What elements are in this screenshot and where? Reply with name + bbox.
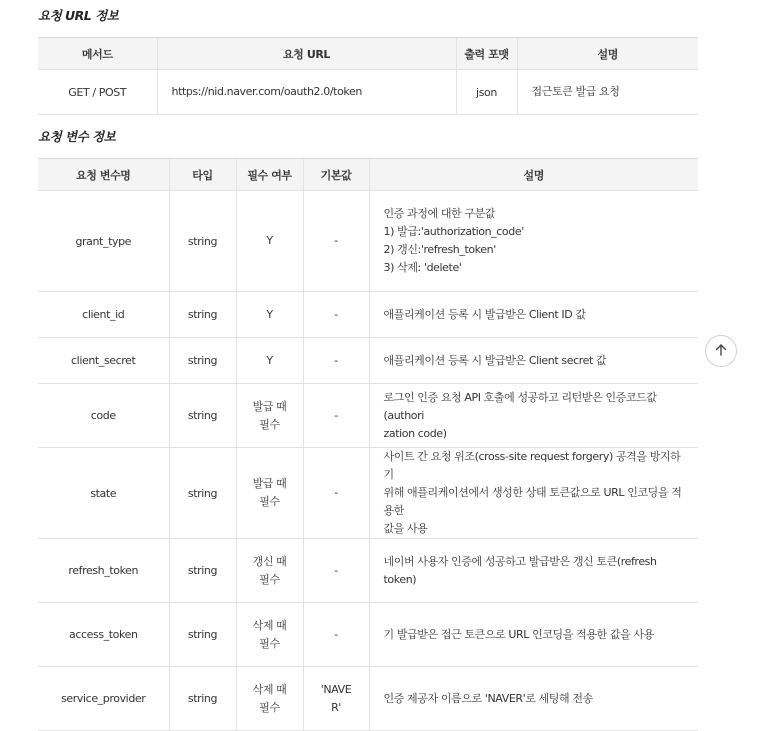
description-cell-line: 2) 갱신:'refresh_token' — [383, 243, 496, 256]
arrow-up-icon — [714, 342, 728, 361]
param-name-cell: grant_type — [38, 191, 169, 292]
default-cell — [303, 338, 369, 384]
description-cell-line: 인증 과정에 대한 구분값 — [383, 207, 496, 220]
required-cell — [236, 338, 303, 384]
param-table — [38, 158, 698, 731]
description-cell-line: 인증 제공자 이름으로 'NAVER'로 세팅해 전송 — [383, 691, 593, 705]
col-desc: 설명 — [517, 38, 698, 70]
required-cell-line: 발급 때 — [252, 477, 287, 490]
description-cell-line: 1) 발급:'authorization_code' — [383, 225, 524, 238]
param-name-cell: client_secret — [38, 338, 169, 384]
method-cell: GET / POST — [38, 70, 157, 115]
description-cell — [369, 292, 698, 338]
col-format: 출력 포맷 — [456, 38, 517, 70]
required-cell-line: 필수 — [259, 636, 280, 650]
required-cell-line: 필수 — [259, 700, 280, 714]
default-cell-line: R' — [331, 700, 341, 714]
required-cell — [236, 667, 303, 731]
url-table — [38, 37, 698, 115]
description-cell-line: 3) 삭제: 'delete' — [383, 261, 462, 274]
required-cell-line: 갱신 때 — [252, 554, 287, 568]
col-default: 기본값 — [303, 159, 369, 191]
description-cell-line: 애플리케이션 등록 시 발급받은 Client secret 값 — [383, 353, 607, 367]
required-cell-line: 필수 — [259, 417, 280, 431]
url-section-title: 요청 URL 정보 — [38, 8, 119, 23]
required-cell-line: Y — [266, 234, 273, 247]
default-cell — [303, 448, 369, 539]
col-param-name: 요청 변수명 — [38, 159, 169, 191]
type-cell: string — [169, 448, 236, 539]
format-cell: json — [456, 70, 517, 115]
param-name-cell: access_token — [38, 603, 169, 667]
table-row — [38, 667, 698, 731]
default-cell-line: - — [334, 408, 338, 422]
col-description: 설명 — [369, 159, 698, 191]
type-cell: string — [169, 384, 236, 448]
default-cell — [303, 191, 369, 292]
param-name-cell: service_provider — [38, 667, 169, 731]
required-cell — [236, 603, 303, 667]
default-cell-line: - — [334, 486, 338, 499]
required-cell — [236, 384, 303, 448]
desc-cell: 접근토큰 발급 요청 — [517, 70, 698, 115]
type-cell: string — [169, 338, 236, 384]
description-cell-line: 값을 사용 — [383, 522, 428, 535]
description-cell — [369, 191, 698, 292]
default-cell-line: 'NAVE — [320, 682, 352, 696]
description-cell — [369, 603, 698, 667]
default-cell — [303, 667, 369, 731]
description-cell-line: 기 발급받은 접근 토큰으로 URL 인코딩을 적용한 값을 사용 — [383, 627, 654, 641]
required-cell-line: 필수 — [259, 572, 280, 586]
param-name-cell: code — [38, 384, 169, 448]
required-cell — [236, 191, 303, 292]
default-cell-line: - — [334, 307, 338, 321]
required-cell-line: 삭제 때 — [252, 618, 287, 632]
description-cell-line: 위해 애플리케이션에서 생성한 상태 토큰값으로 URL 인코딩을 적용한 — [383, 486, 682, 517]
col-method: 메서드 — [38, 38, 157, 70]
required-cell-line: 발급 때 — [252, 399, 287, 413]
default-cell-line: - — [334, 234, 338, 247]
table-row — [38, 603, 698, 667]
required-cell-line: 삭제 때 — [252, 682, 287, 696]
type-cell: string — [169, 191, 236, 292]
required-cell — [236, 292, 303, 338]
description-cell — [369, 338, 698, 384]
description-cell-line: 로그인 인증 요청 API 호출에 성공하고 리턴받은 인증코드값 (authori — [383, 390, 657, 422]
param-name-cell: state — [38, 448, 169, 539]
default-cell-line: - — [334, 353, 338, 367]
required-cell — [236, 448, 303, 539]
table-row — [38, 448, 698, 539]
description-cell-line: zation code) — [383, 426, 447, 440]
required-cell-line: Y — [266, 353, 273, 367]
default-cell-line: - — [334, 627, 338, 641]
col-required: 필수 여부 — [236, 159, 303, 191]
description-cell — [369, 539, 698, 603]
table-row — [38, 338, 698, 384]
url-cell: https://nid.naver.com/oauth2.0/token — [157, 70, 456, 115]
table-row — [38, 384, 698, 448]
description-cell — [369, 448, 698, 539]
type-cell: string — [169, 539, 236, 603]
default-cell — [303, 292, 369, 338]
description-cell — [369, 384, 698, 448]
required-cell-line: Y — [266, 307, 273, 321]
description-cell-line: 애플리케이션 등록 시 발급받은 Client ID 값 — [383, 307, 586, 321]
scroll-top-button[interactable] — [705, 335, 737, 367]
table-row — [38, 539, 698, 603]
type-cell: string — [169, 292, 236, 338]
description-cell-line: 사이트 간 요청 위조(cross-site request forgery) 공격을 방지하기 — [383, 450, 681, 481]
required-cell — [236, 539, 303, 603]
default-cell — [303, 384, 369, 448]
table-row — [38, 191, 698, 292]
param-name-cell: client_id — [38, 292, 169, 338]
table-row — [38, 70, 698, 115]
param-name-cell: refresh_token — [38, 539, 169, 603]
default-cell-line: - — [334, 563, 338, 577]
default-cell — [303, 603, 369, 667]
required-cell-line: 필수 — [259, 495, 280, 508]
col-type: 타입 — [169, 159, 236, 191]
table-row — [38, 292, 698, 338]
col-url: 요청 URL — [157, 38, 456, 70]
type-cell: string — [169, 667, 236, 731]
description-cell-line: 네이버 사용자 인증에 성공하고 발급받은 갱신 토큰(refresh token) — [383, 554, 657, 586]
type-cell: string — [169, 603, 236, 667]
default-cell — [303, 539, 369, 603]
param-section-title: 요청 변수 정보 — [38, 129, 116, 144]
description-cell — [369, 667, 698, 731]
